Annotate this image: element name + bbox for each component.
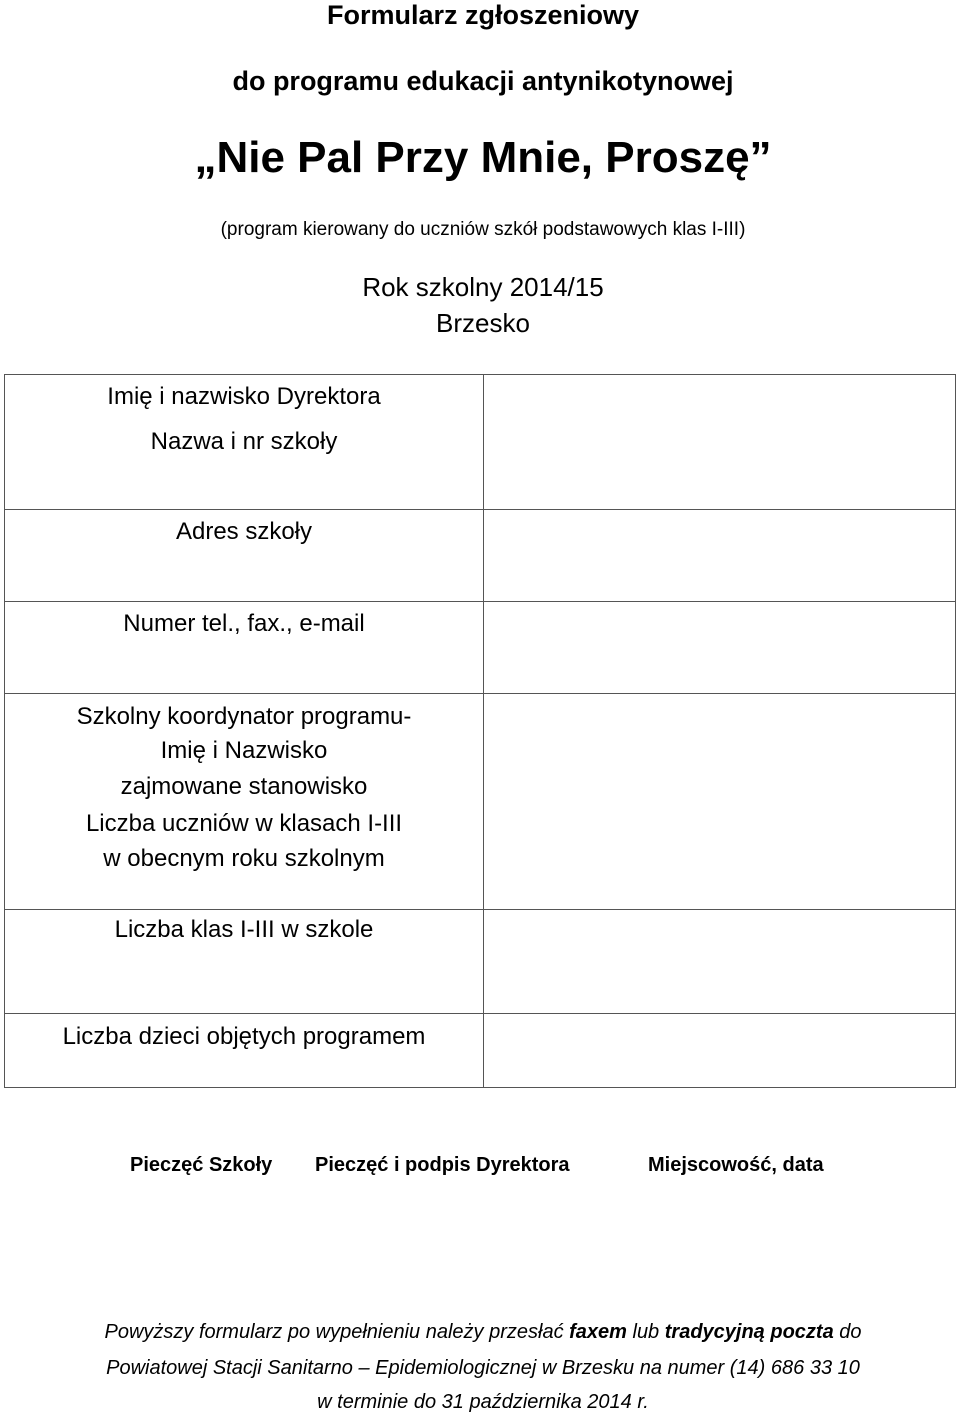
- city: Brzesko: [436, 308, 530, 338]
- program-name: „Nie Pal Przy Mnie, Proszę”: [194, 133, 772, 182]
- coordinator-name-label: Imię i Nazwisko: [160, 737, 328, 764]
- children-covered-label: Liczba dzieci objętych programem: [62, 1023, 426, 1050]
- column-divider: [483, 375, 484, 1087]
- director-school-value-field[interactable]: [485, 375, 953, 509]
- contact-label: Numer tel., fax., e-mail: [123, 610, 365, 637]
- coordinator-value-field[interactable]: [485, 695, 953, 909]
- coordinator-position-label: zajmowane stanowisko: [120, 773, 368, 800]
- row-divider: [5, 1013, 955, 1014]
- students-count-label: Liczba uczniów w klasach I-III: [85, 810, 403, 837]
- children-covered-value-field[interactable]: [485, 1015, 953, 1085]
- row-divider: [5, 509, 955, 510]
- director-label: Imię i nazwisko Dyrektora: [107, 383, 381, 410]
- row-divider: [5, 909, 955, 910]
- form-title: Formularz zgłoszeniowy: [326, 0, 640, 30]
- school-address-label: Adres szkoły: [175, 518, 313, 545]
- contact-value-field[interactable]: [485, 603, 953, 693]
- place-date-label: Miejscowość, data: [648, 1154, 824, 1176]
- application-form-table: [4, 374, 956, 1088]
- row-divider: [5, 601, 955, 602]
- footer-instructions-line1: Powyższy formularz po wypełnieniu należy przesłać faxem lub tradycyjną poczta do: [104, 1321, 862, 1343]
- coordinator-label: Szkolny koordynator programu-: [76, 703, 412, 730]
- classes-count-value-field[interactable]: [485, 911, 953, 1013]
- row-divider: [5, 693, 955, 694]
- school-name-label: Nazwa i nr szkoły: [150, 428, 338, 455]
- school-stamp-label: Pieczęć Szkoły: [130, 1154, 273, 1176]
- form-subtitle-program: do programu edukacji antynikotynowej: [232, 66, 734, 96]
- director-stamp-signature-label: Pieczęć i podpis Dyrektora: [315, 1154, 570, 1176]
- students-count-label-2: w obecnym roku szkolnym: [103, 845, 385, 872]
- program-audience-note: (program kierowany do uczniów szkół podstawowych klas I-III): [220, 219, 746, 240]
- footer-instructions-line2: Powiatowej Stacji Sanitarno – Epidemiologicznej w Brzesku na numer (14) 686 33 10: [106, 1357, 860, 1379]
- footer-deadline: w terminie do 31 października 2014 r.: [317, 1391, 649, 1413]
- school-year: Rok szkolny 2014/15: [362, 272, 604, 302]
- school-address-value-field[interactable]: [485, 511, 953, 601]
- classes-count-label: Liczba klas I-III w szkole: [114, 916, 374, 943]
